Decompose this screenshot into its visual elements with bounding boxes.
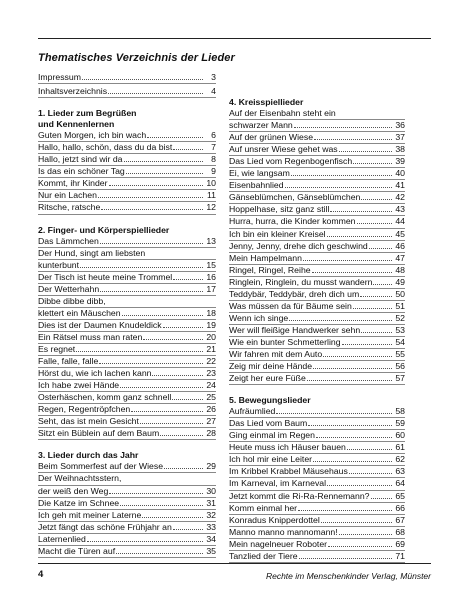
toc-entry-title: Macht die Türen auf (38, 545, 116, 556)
toc-entry (229, 277, 405, 289)
toc-entry-title: Konradus Knipperdottel (229, 514, 320, 525)
dot-leader (357, 223, 392, 224)
dot-leader (353, 163, 392, 164)
right-sections (229, 97, 405, 563)
toc-entry-title: Impressum (38, 72, 81, 82)
left-column (38, 72, 216, 558)
toc-entry-page: 55 (395, 348, 405, 359)
dot-leader (316, 437, 392, 438)
dot-leader (307, 380, 392, 381)
dot-leader (108, 93, 203, 94)
toc-entry-title: Nur ein Lachen (38, 190, 97, 201)
toc-entry-page: 71 (395, 550, 405, 561)
toc-entry (38, 308, 216, 320)
toc-entry-title: Osterhäschen, komm ganz schnell (38, 392, 172, 403)
toc-entry (229, 430, 405, 442)
toc-entry-page: 15 (206, 259, 216, 270)
toc-entry-page: 38 (395, 144, 405, 155)
dot-leader (140, 423, 203, 424)
toc-entry-title: Der Weihnachtsstern, (38, 473, 122, 484)
toc-entry-page: 10 (206, 178, 216, 189)
toc-entry-page: 28 (206, 428, 216, 439)
dot-leader (124, 161, 204, 162)
toc-entry-page: 39 (395, 156, 405, 167)
toc-entry-page: 64 (395, 478, 405, 489)
toc-entry-title: Ein Rätsel muss man raten (38, 331, 143, 342)
toc-entry-page: 56 (395, 361, 405, 372)
section-heading-line: 4. Kreisspiellieder (229, 97, 304, 107)
toc-entry (38, 486, 216, 498)
toc-entry (38, 461, 216, 473)
dot-leader (294, 127, 392, 128)
dot-leader (347, 449, 392, 450)
dot-leader (342, 344, 392, 345)
dot-leader (312, 272, 392, 273)
section-heading (38, 450, 216, 461)
dot-leader (101, 209, 203, 210)
toc-entry (229, 241, 405, 253)
toc-entry-page: 40 (395, 168, 405, 179)
toc-entry (38, 534, 216, 546)
dot-leader (99, 363, 203, 364)
dot-leader (100, 243, 203, 244)
toc-entry-page: 68 (395, 526, 405, 537)
toc-entry-page: 27 (206, 416, 216, 427)
toc-entry (38, 404, 216, 416)
toc-entry (229, 229, 405, 241)
toc-entry (229, 478, 405, 490)
toc-entry-title: Zeigt her eure Füße (229, 373, 306, 384)
toc-entry (229, 539, 405, 551)
toc-entry-title: Manno manno mannomann! (229, 526, 338, 537)
toc-entry-title: Dibbe dibbe dibb, (38, 295, 106, 306)
section-heading-line: 5. Bewegungslieder (229, 395, 311, 406)
dot-leader (360, 296, 392, 297)
toc-entry (229, 466, 405, 478)
toc-entry-title: Seht, das ist mein Gesicht (38, 416, 139, 427)
dot-leader (361, 332, 392, 333)
toc-entry (229, 349, 405, 361)
toc-entry-title: Im Kribbel Krabbel Mäusehaus (229, 466, 348, 477)
toc-entry (229, 418, 405, 430)
bottom-rule (38, 563, 431, 564)
dot-leader (164, 468, 203, 469)
toc-entry-page: 52 (395, 312, 405, 323)
section-heading (229, 97, 405, 108)
toc-entry-title: Kommt, ihr Kinder (38, 178, 108, 189)
toc-entry (38, 260, 216, 272)
front-matter (38, 72, 216, 98)
toc-entry-page: 66 (395, 502, 405, 513)
dot-leader (147, 137, 203, 138)
toc-entry-title: Zeig mir deine Hände (229, 361, 313, 372)
toc-entry-title: Hurra, hurra, die Kinder kommen (229, 216, 356, 227)
toc-entry-title: der weiß den Weg (38, 485, 109, 496)
toc-entry-page: 54 (395, 336, 405, 347)
dot-leader (308, 425, 392, 426)
toc-entry-title: Eisenbahnlied (229, 180, 284, 191)
dot-leader (142, 517, 203, 518)
toc-entry-title: Ritsche, ratsche (38, 202, 101, 213)
toc-entry (38, 344, 216, 356)
toc-entry-title: Wer will fleißige Handwerker sehn (229, 324, 361, 335)
toc-entry-page: 44 (395, 216, 405, 227)
dot-leader (98, 197, 203, 198)
dot-leader (173, 149, 203, 150)
dot-leader (116, 553, 203, 554)
toc-entry-page: 17 (206, 283, 216, 294)
toc-entry-page: 41 (395, 180, 405, 191)
dot-leader (160, 435, 203, 436)
toc-entry (229, 289, 405, 301)
dot-leader (323, 356, 392, 357)
toc-entry-title: Ei, wie langsam (229, 168, 290, 179)
toc-entry-title: Falle, falle, falle (38, 356, 99, 367)
toc-entry-title: Gänseblümchen, Gänseblümchen (229, 192, 361, 203)
toc-entry-page: 9 (211, 166, 216, 177)
section-heading-line: 1. Lieder zum Begrüßen (38, 108, 137, 119)
toc-entry-page: 58 (395, 406, 405, 417)
toc-entry-title: Der Tisch ist heute meine Trommel (38, 271, 173, 282)
toc-entry-page: 65 (395, 490, 405, 501)
toc-entry-title: Teddybär, Teddybär, dreh dich um (229, 288, 360, 299)
toc-entry-title: Tanzlied der Tiere (229, 550, 298, 561)
toc-entry (38, 546, 216, 558)
toc-entry-page: 23 (206, 368, 216, 379)
toc-entry-page: 21 (206, 343, 216, 354)
toc-entry-page: 42 (395, 192, 405, 203)
dot-leader (303, 260, 392, 261)
toc-entry-title: Mein nagelneuer Roboter (229, 538, 328, 549)
dot-leader (339, 151, 392, 152)
toc-entry-title: Das Lämmchen (38, 235, 99, 246)
toc-entry-page: 31 (206, 497, 216, 508)
toc-entry (38, 368, 216, 380)
toc-entry-page: 47 (395, 252, 405, 263)
toc-entry (38, 416, 216, 428)
dot-leader (122, 315, 203, 316)
toc-entry-page: 25 (206, 392, 216, 403)
toc-entry-page: 67 (395, 514, 405, 525)
toc-entry (229, 204, 405, 216)
toc-entry (38, 320, 216, 332)
toc-entry-title: Ich habe zwei Hände (38, 380, 120, 391)
toc-entry (38, 190, 216, 202)
toc-entry-page: 60 (395, 430, 405, 441)
toc-entry-title: Laternenlied (38, 533, 86, 544)
toc-entry-title: Inhaltsverzeichnis (38, 86, 108, 97)
toc-entry-page: 11 (206, 190, 216, 201)
toc-section (38, 225, 216, 441)
toc-section (38, 108, 216, 214)
dot-leader (82, 79, 203, 80)
toc-entry (38, 272, 216, 284)
toc-entry-page: 4 (211, 86, 216, 97)
toc-entry-title: Ich geh mit meiner Laterne (38, 509, 142, 520)
toc-entry (229, 144, 405, 156)
toc-entry-title: Is das ein schöner Tag (38, 166, 125, 177)
toc-entry-title: Regen, Regentröpfchen (38, 404, 131, 415)
dot-leader (369, 248, 392, 249)
dot-leader (313, 368, 392, 369)
toc-entry-title: Hörst du, wie ich lachen kann (38, 368, 152, 379)
toc-entry-page: 13 (206, 235, 216, 246)
toc-entry (229, 313, 405, 325)
toc-entry-page: 19 (206, 319, 216, 330)
toc-entry (38, 510, 216, 522)
toc-section (38, 450, 216, 557)
toc-entry (38, 284, 216, 296)
toc-entry-title: Komm einmal her (229, 502, 298, 513)
toc-entry-page: 49 (395, 276, 405, 287)
toc-entry-page: 46 (395, 240, 405, 251)
toc-entry (38, 248, 216, 260)
toc-entry (229, 337, 405, 349)
dot-leader (327, 485, 392, 486)
toc-entry-title: Jenny, Jenny, drehe dich geschwind (229, 240, 368, 251)
dot-leader (172, 399, 203, 400)
toc-entry-title: Sitzt ein Büblein auf dem Baum (38, 428, 160, 439)
toc-entry (38, 522, 216, 534)
rights-notice: Rechte im Menschenkinder Verlag, Münster (265, 571, 431, 581)
toc-entry (38, 380, 216, 392)
dot-leader (120, 505, 203, 506)
dot-leader (173, 529, 203, 530)
toc-entry-inhaltsverzeichnis (38, 86, 216, 98)
page-title: Thematisches Verzeichnis der Lieder (38, 52, 235, 64)
toc-entry (229, 491, 405, 503)
toc-entry (229, 265, 405, 277)
toc-entry-page: 63 (395, 466, 405, 477)
toc-entry (38, 154, 216, 166)
toc-entry (229, 216, 405, 228)
toc-entry (229, 454, 405, 466)
toc-entry (229, 180, 405, 192)
toc-entry-page: 43 (395, 204, 405, 215)
dot-leader (152, 375, 203, 376)
toc-entry (229, 120, 405, 132)
dot-leader (327, 236, 392, 237)
toc-entry-title: Das Lied vom Regenbogenfisch (229, 156, 353, 167)
dot-leader (87, 541, 203, 542)
toc-entry-impressum (38, 72, 216, 84)
left-sections (38, 108, 216, 558)
toc-entry-title: Ich hol mir eine Leiter (229, 454, 313, 465)
toc-entry (229, 132, 405, 144)
dot-leader (371, 498, 392, 499)
toc-entry (38, 473, 216, 485)
dot-leader (143, 339, 203, 340)
toc-entry-page: 61 (395, 442, 405, 453)
dot-leader (298, 510, 392, 511)
toc-entry (229, 503, 405, 515)
dot-leader (353, 308, 392, 309)
toc-entry-title: Aufräumlied (229, 406, 276, 417)
toc-entry-page: 57 (395, 373, 405, 384)
toc-entry-page: 53 (395, 324, 405, 335)
dot-leader (349, 473, 392, 474)
toc-entry-title: Beim Sommerfest auf der Wiese (38, 461, 164, 472)
right-column (229, 97, 405, 563)
dot-leader (163, 327, 203, 328)
section-heading-line: 3. Lieder durch das Jahr (38, 450, 139, 461)
dot-leader (120, 387, 203, 388)
dot-leader (276, 413, 392, 414)
toc-entry-title: Auf unsrer Wiese gehet was (229, 144, 338, 155)
section-heading-line: und Kennenlernen (38, 119, 115, 130)
toc-entry (229, 406, 405, 418)
toc-entry (229, 515, 405, 527)
toc-entry-title: Mein Hampelmann (229, 252, 302, 263)
toc-entry-title: Der Hund, singt am liebsten (38, 247, 146, 258)
toc-entry (38, 202, 216, 214)
toc-entry-title: kunterbunt (38, 259, 80, 270)
toc-entry-title: Auf der grünen Wiese (229, 132, 314, 143)
dot-leader (314, 139, 392, 140)
dot-leader (100, 291, 203, 292)
toc-entry-page: 69 (395, 538, 405, 549)
toc-entry (229, 373, 405, 385)
toc-entry-title: Jetzt fängt das schöne Frühjahr an (38, 521, 172, 532)
toc-entry-title: Im Karneval, im Karneval (229, 478, 327, 489)
section-heading-line: 2. Finger- und Körperspiellieder (38, 224, 170, 235)
toc-entry-title: Hallo, hallo, schön, dass du da bist (38, 142, 173, 153)
toc-entry-page: 6 (211, 130, 216, 141)
toc-entry-page: 33 (206, 521, 216, 532)
toc-entry (229, 168, 405, 180)
toc-entry (38, 428, 216, 440)
toc-entry-title: Auf der Eisenbahn steht ein (229, 108, 336, 119)
toc-entry-title: Ging einmal im Regen (229, 430, 315, 441)
dot-leader (313, 461, 392, 462)
dot-leader (285, 187, 392, 188)
toc-entry (38, 142, 216, 154)
toc-entry-page: 36 (395, 120, 405, 131)
toc-entry (229, 551, 405, 563)
dot-leader (131, 411, 203, 412)
toc-entry-title: Wenn ich singe (229, 312, 289, 323)
toc-entry (38, 166, 216, 178)
toc-entry-title: Jetzt kommt die Ri-Ra-Rennemann? (229, 490, 370, 501)
toc-entry-page: 16 (206, 271, 216, 282)
dot-leader (321, 522, 392, 523)
toc-entry-page: 24 (206, 380, 216, 391)
toc-entry (229, 253, 405, 265)
toc-entry (38, 332, 216, 344)
dot-leader (299, 558, 392, 559)
toc-entry-page: 32 (206, 509, 216, 520)
dot-leader (76, 351, 203, 352)
toc-entry-title: Guten Morgen, ich bin wach (38, 130, 147, 141)
toc-entry (229, 156, 405, 168)
dot-leader (339, 534, 392, 535)
toc-entry-page: 35 (206, 545, 216, 556)
toc-entry-title: Ringlein, Ringlein, du musst wandern (229, 276, 373, 287)
dot-leader (330, 211, 392, 212)
toc-entry-page: 26 (206, 404, 216, 415)
toc-entry-title: Ich bin ein kleiner Kreisel (229, 228, 326, 239)
toc-entry (38, 178, 216, 190)
toc-entry-title: Heute muss ich Häuser bauen (229, 442, 346, 453)
toc-entry (229, 442, 405, 454)
toc-entry-title: Es regnet (38, 343, 76, 354)
toc-entry-page: 18 (206, 307, 216, 318)
toc-entry-page: 22 (206, 356, 216, 367)
toc-entry (229, 108, 405, 120)
toc-entry-title: Hoppelhase, sitz ganz still (229, 204, 330, 215)
toc-entry (38, 130, 216, 142)
toc-entry (38, 392, 216, 404)
toc-section (229, 97, 405, 385)
section-heading (38, 108, 216, 130)
toc-entry-page: 3 (211, 72, 216, 82)
dot-leader (291, 175, 392, 176)
toc-entry-page: 20 (206, 331, 216, 342)
toc-entry-page: 34 (206, 533, 216, 544)
dot-leader (328, 546, 392, 547)
toc-entry (229, 325, 405, 337)
toc-entry (229, 192, 405, 204)
toc-entry (229, 527, 405, 539)
section-heading (229, 395, 405, 406)
toc-entry-page: 59 (395, 418, 405, 429)
toc-entry-title: Das Lied vom Baum (229, 418, 308, 429)
toc-entry-page: 37 (395, 132, 405, 143)
toc-entry-page: 8 (211, 154, 216, 165)
toc-entry (38, 498, 216, 510)
toc-entry-page: 29 (206, 461, 216, 472)
dot-leader (361, 199, 392, 200)
toc-entry-title: klettert ein Mäuschen (38, 307, 121, 318)
top-rule (38, 38, 431, 39)
toc-entry-title: Was müssen da für Bäume sein (229, 300, 352, 311)
dot-leader (289, 320, 392, 321)
toc-entry-page: 62 (395, 454, 405, 465)
toc-entry-title: Die Katze im Schnee (38, 497, 120, 508)
toc-section (229, 395, 405, 563)
toc-entry (38, 356, 216, 368)
toc-entry-title: schwarzer Mann (229, 120, 293, 131)
toc-entry-title: Dies ist der Daumen Knudeldick (38, 319, 162, 330)
toc-entry (229, 361, 405, 373)
toc-entry-title: Ringel, Ringel, Reihe (229, 264, 311, 275)
dot-leader (173, 279, 203, 280)
toc-entry-page: 48 (395, 264, 405, 275)
toc-entry (229, 301, 405, 313)
dot-leader (109, 185, 203, 186)
toc-entry (38, 236, 216, 248)
dot-leader (109, 493, 203, 494)
toc-entry-page: 12 (206, 202, 216, 213)
dot-leader (80, 267, 203, 268)
toc-entry-title: Wir fahren mit dem Auto (229, 348, 323, 359)
toc-entry-page: 45 (395, 228, 405, 239)
toc-entry-page: 7 (211, 142, 216, 153)
dot-leader (373, 284, 392, 285)
dot-leader (126, 173, 203, 174)
section-heading (38, 225, 216, 236)
page-number: 4 (38, 569, 44, 580)
toc-entry-page: 50 (395, 288, 405, 299)
toc-entry-page: 30 (206, 485, 216, 496)
toc-entry-title: Der Wetterhahn (38, 283, 100, 294)
toc-entry (38, 296, 216, 308)
toc-entry-page: 51 (395, 300, 405, 311)
toc-entry-title: Hallo, jetzt sind wir da (38, 154, 123, 165)
toc-entry-title: Wie ein bunter Schmetterling (229, 336, 341, 347)
